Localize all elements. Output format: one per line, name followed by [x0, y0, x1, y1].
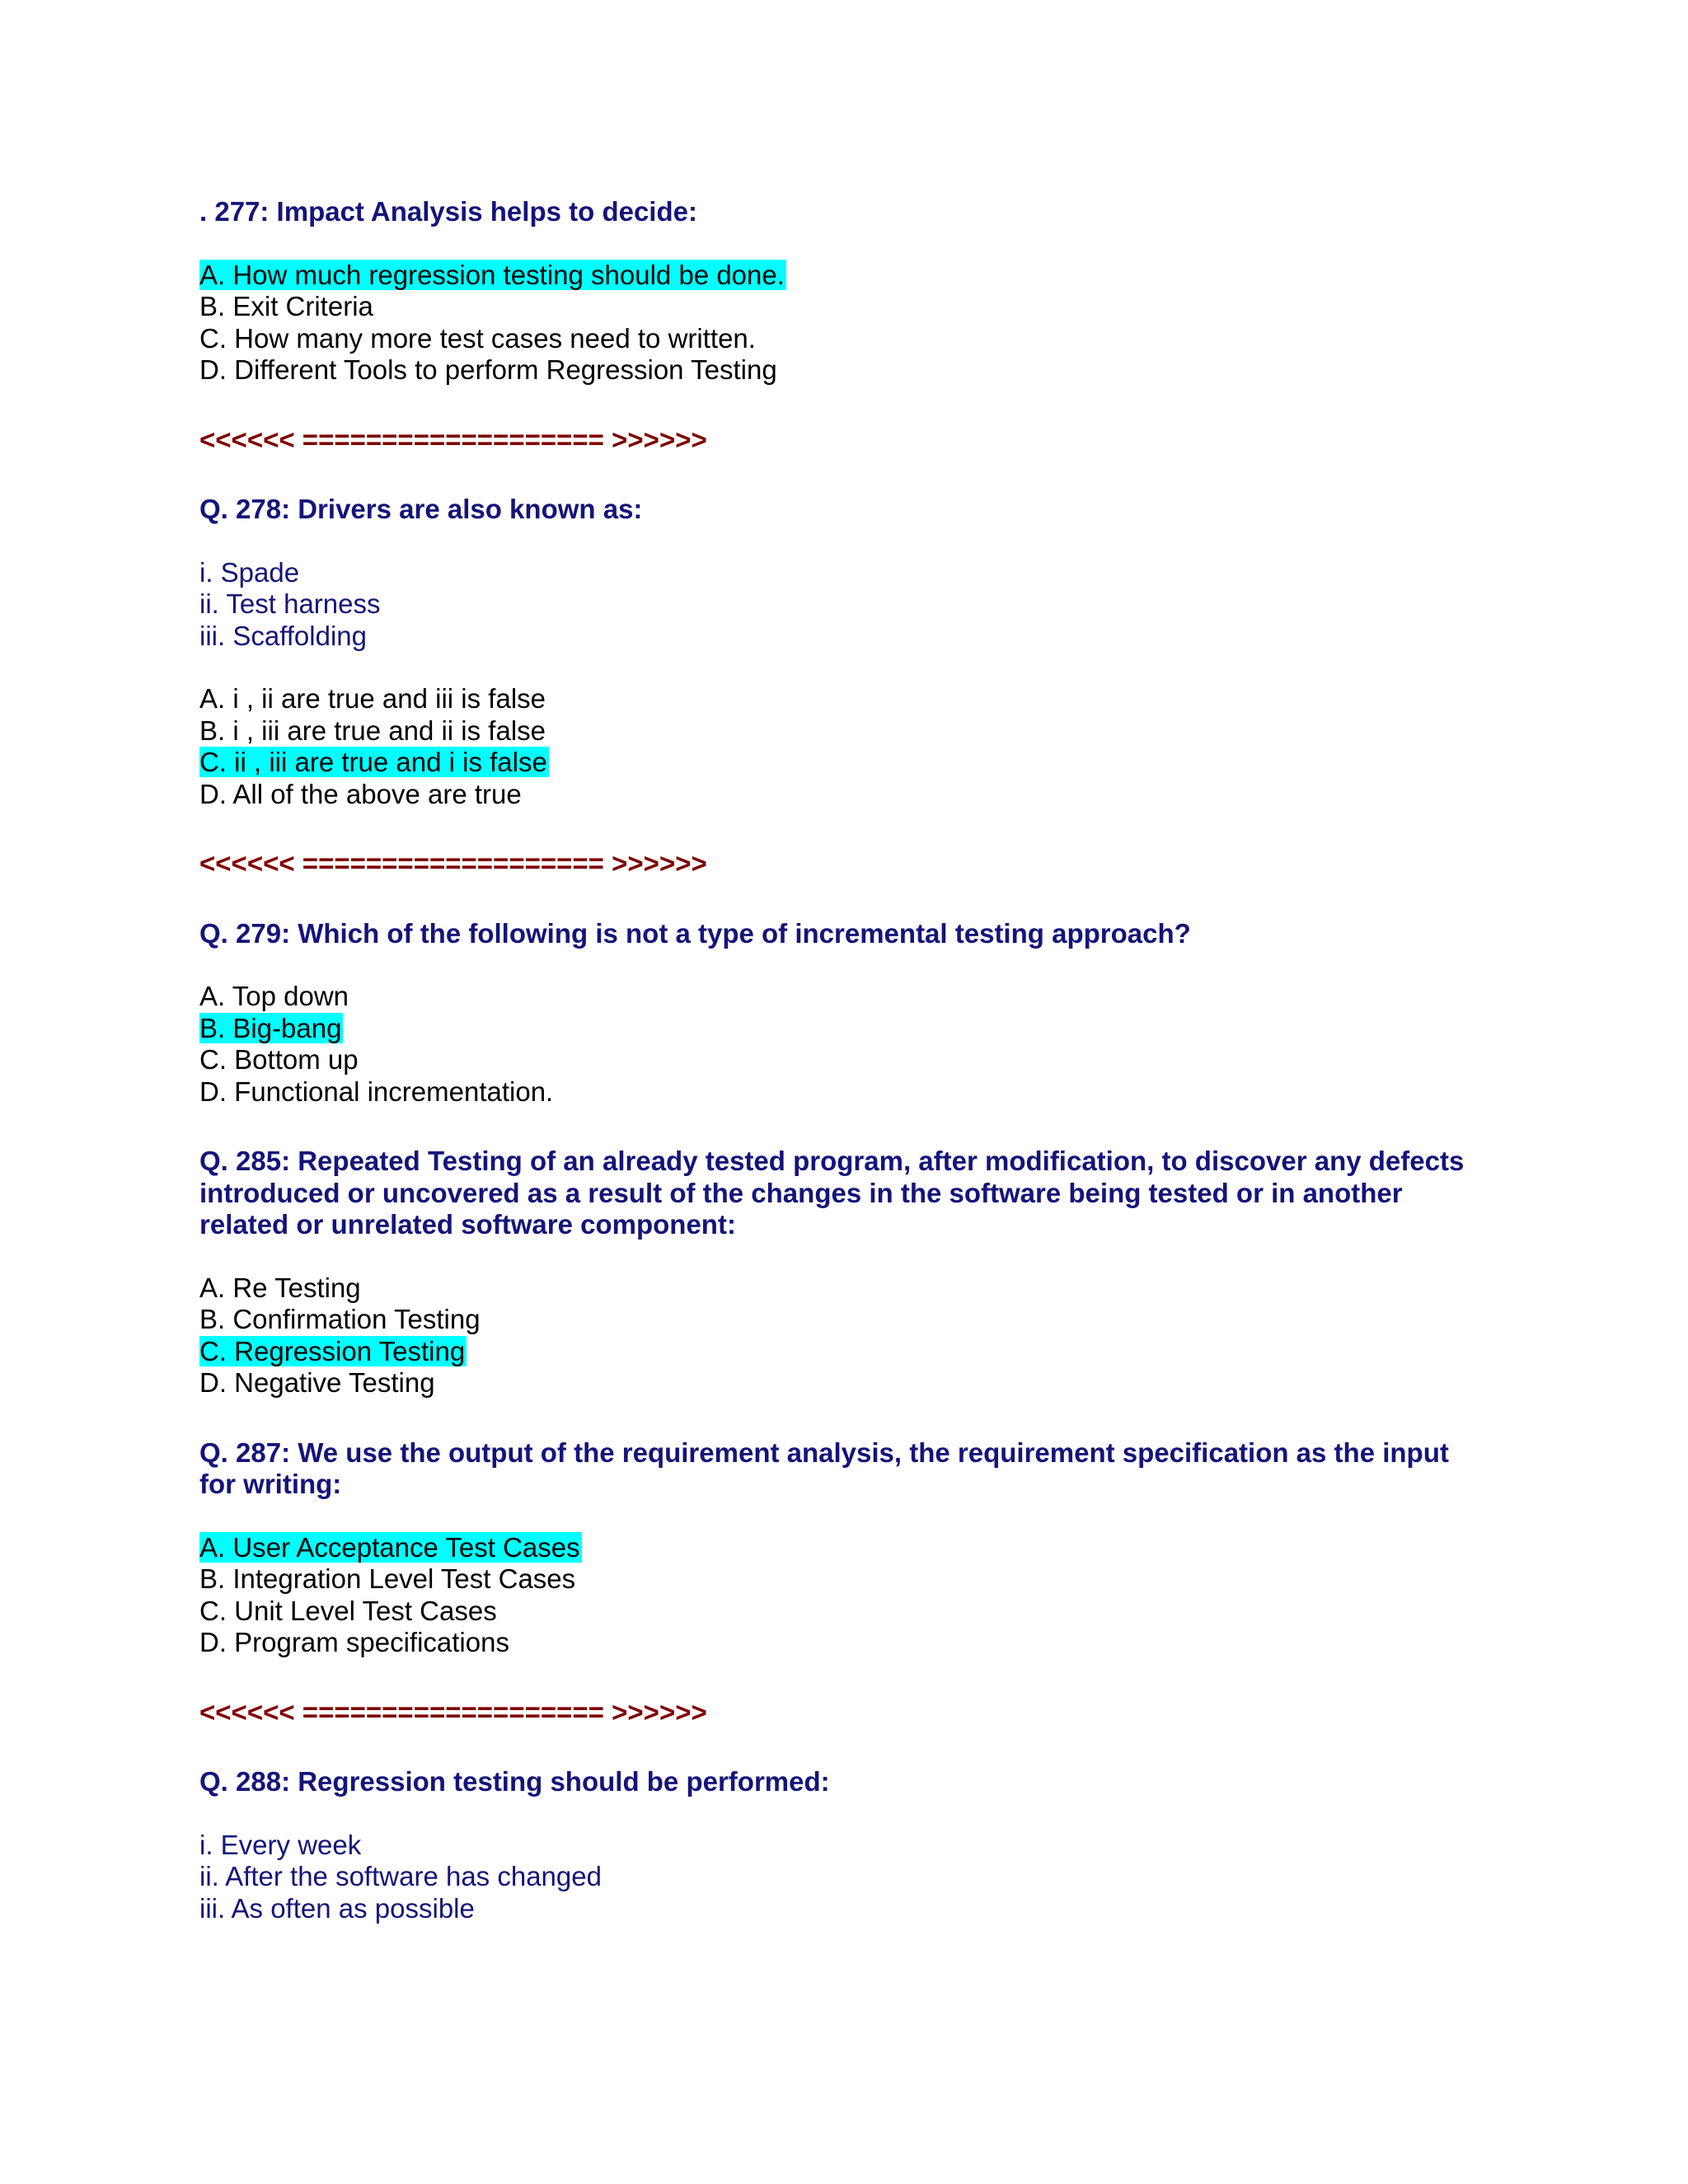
option-b [199, 1563, 1485, 1596]
statement-i: i. Spade [199, 556, 300, 588]
option-b [199, 1304, 1485, 1336]
option-text: D. Functional incrementation. [199, 1076, 554, 1107]
question-block-288 [199, 1766, 1485, 1924]
option-text: B. i , iii are true and ii is false [199, 715, 546, 746]
question-block-277 [199, 196, 1485, 387]
option-c-highlighted [199, 1336, 1485, 1368]
option-text: A. Re Testing [199, 1272, 361, 1303]
question-title [199, 1437, 1485, 1501]
option-c [199, 1596, 1485, 1628]
option-text: C. How many more test cases need to written. [199, 322, 756, 354]
option-text: C. Unit Level Test Cases [199, 1595, 497, 1626]
question-block-279 [199, 918, 1485, 1108]
question-title-line: Q. 285: Repeated Testing of an already tested program, after modification, to discover any defects [199, 1146, 1465, 1176]
option-text: A. User Acceptance Test Cases [199, 1531, 580, 1563]
option-text: C. Regression Testing [199, 1335, 466, 1366]
option-list [199, 1532, 1485, 1659]
option-text: D. Program specifications [199, 1627, 509, 1657]
question-title-line: related or unrelated software component: [199, 1209, 736, 1240]
document-content [199, 196, 1485, 1924]
option-b [199, 291, 1485, 323]
option-list [199, 981, 1485, 1108]
option-text: C. ii , iii are true and i is false [199, 747, 547, 777]
separator: <<<<<< =================== >>>>>> [199, 848, 707, 879]
question-block-285 [199, 1146, 1485, 1399]
statement-iii: iii. As often as possible [199, 1892, 475, 1924]
option-a-highlighted [199, 1532, 1485, 1564]
option-d [199, 1627, 1485, 1659]
question-title-line: for writing: [199, 1469, 342, 1499]
option-c-highlighted [199, 747, 1485, 779]
option-c [199, 1044, 1485, 1076]
option-text: B. Exit Criteria [199, 291, 373, 321]
option-b-highlighted [199, 1013, 1485, 1045]
option-text: B. Confirmation Testing [199, 1304, 481, 1334]
option-text: A. Top down [199, 981, 349, 1011]
statement-list [199, 557, 1485, 653]
statement-list [199, 1830, 1485, 1925]
question-title: Q. 279: Which of the following is not a type of incremental testing approach? [199, 917, 1191, 949]
option-list [199, 260, 1485, 387]
question-title-line: introduced or uncovered as a result of the changes in the software being tested or in another [199, 1177, 1403, 1208]
option-d [199, 1076, 1485, 1108]
option-text: B. Integration Level Test Cases [199, 1563, 576, 1594]
option-b [199, 715, 1485, 748]
option-text: B. Big-bang [199, 1012, 342, 1043]
option-a-highlighted [199, 260, 1485, 292]
separator: <<<<<< =================== >>>>>> [199, 1696, 707, 1727]
option-text: A. i , ii are true and iii is false [199, 683, 546, 714]
question-title-line: Q. 287: We use the output of the requirement analysis, the requirement specification as the input [199, 1436, 1449, 1468]
question-block-287 [199, 1437, 1485, 1659]
question-title: . 277: Impact Analysis helps to decide: [199, 196, 697, 227]
option-text: D. Negative Testing [199, 1367, 435, 1398]
statement-ii: ii. Test harness [199, 588, 381, 619]
option-d [199, 354, 1485, 387]
option-text: A. How much regression testing should be done. [199, 259, 785, 290]
separator: <<<<<< =================== >>>>>> [199, 424, 707, 455]
option-text: C. Bottom up [199, 1044, 359, 1075]
statement-i: i. Every week [199, 1829, 362, 1860]
question-title: Q. 278: Drivers are also known as: [199, 494, 643, 524]
option-d [199, 779, 1485, 811]
question-block-278 [199, 494, 1485, 810]
option-a [199, 683, 1485, 715]
question-title [199, 1146, 1485, 1241]
option-list [199, 683, 1485, 810]
option-a [199, 1272, 1485, 1305]
option-a [199, 981, 1485, 1013]
statement-iii: iii. Scaffolding [199, 620, 368, 651]
option-text: D. Different Tools to perform Regression Testing [199, 354, 777, 385]
question-title: Q. 288: Regression testing should be performed: [199, 1766, 830, 1797]
option-c [199, 323, 1485, 355]
option-list [199, 1272, 1485, 1399]
statement-ii: ii. After the software has changed [199, 1861, 602, 1891]
option-text: D. All of the above are true [199, 778, 522, 809]
option-d [199, 1367, 1485, 1399]
